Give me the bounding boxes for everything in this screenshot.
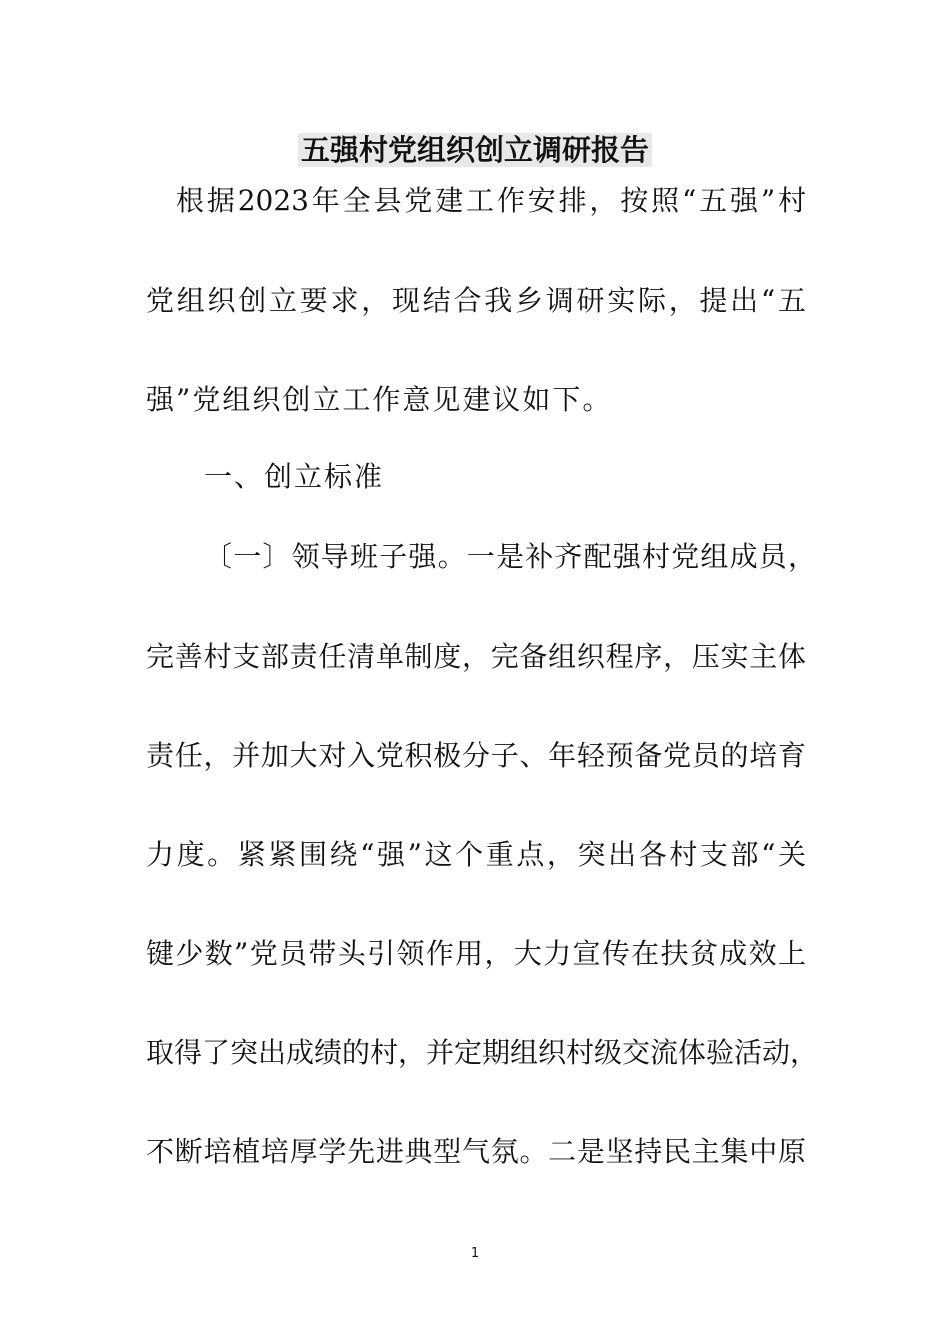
paragraph-line: 完善村支部责任清单制度，完备组织程序，压实主体	[146, 640, 806, 673]
paragraph-line: 党组织创立要求，现结合我乡调研实际，提出“五	[146, 284, 806, 317]
paragraph-line: 不断培植培厚学先进典型气氛。二是坚持民主集中原	[146, 1135, 806, 1168]
section-heading: 一、创立标准	[204, 460, 385, 493]
paragraph-line: 根据2023年全县党建工作安排，按照“五强”村	[176, 184, 806, 217]
document-title	[0, 128, 950, 172]
document-title-text: 五强村党组织创立调研报告	[298, 133, 652, 167]
paragraph-line: 〔一〕领导班子强。一是补齐配强村党组成员，	[204, 540, 816, 573]
paragraph-line: 强”党组织创立工作意见建议如下。	[146, 383, 613, 416]
paragraph-line: 责任，并加大对入党积极分子、年轻预备党员的培育	[146, 739, 806, 772]
paragraph-line: 力度。紧紧围绕“强”这个重点，突出各村支部“关	[146, 838, 806, 871]
page-number: 1	[470, 1246, 480, 1261]
paragraph-line: 取得了突出成绩的村，并定期组织村级交流体验活动，	[146, 1036, 819, 1069]
paragraph-line: 键少数”党员带头引领作用，大力宣传在扶贫成效上	[146, 937, 806, 970]
